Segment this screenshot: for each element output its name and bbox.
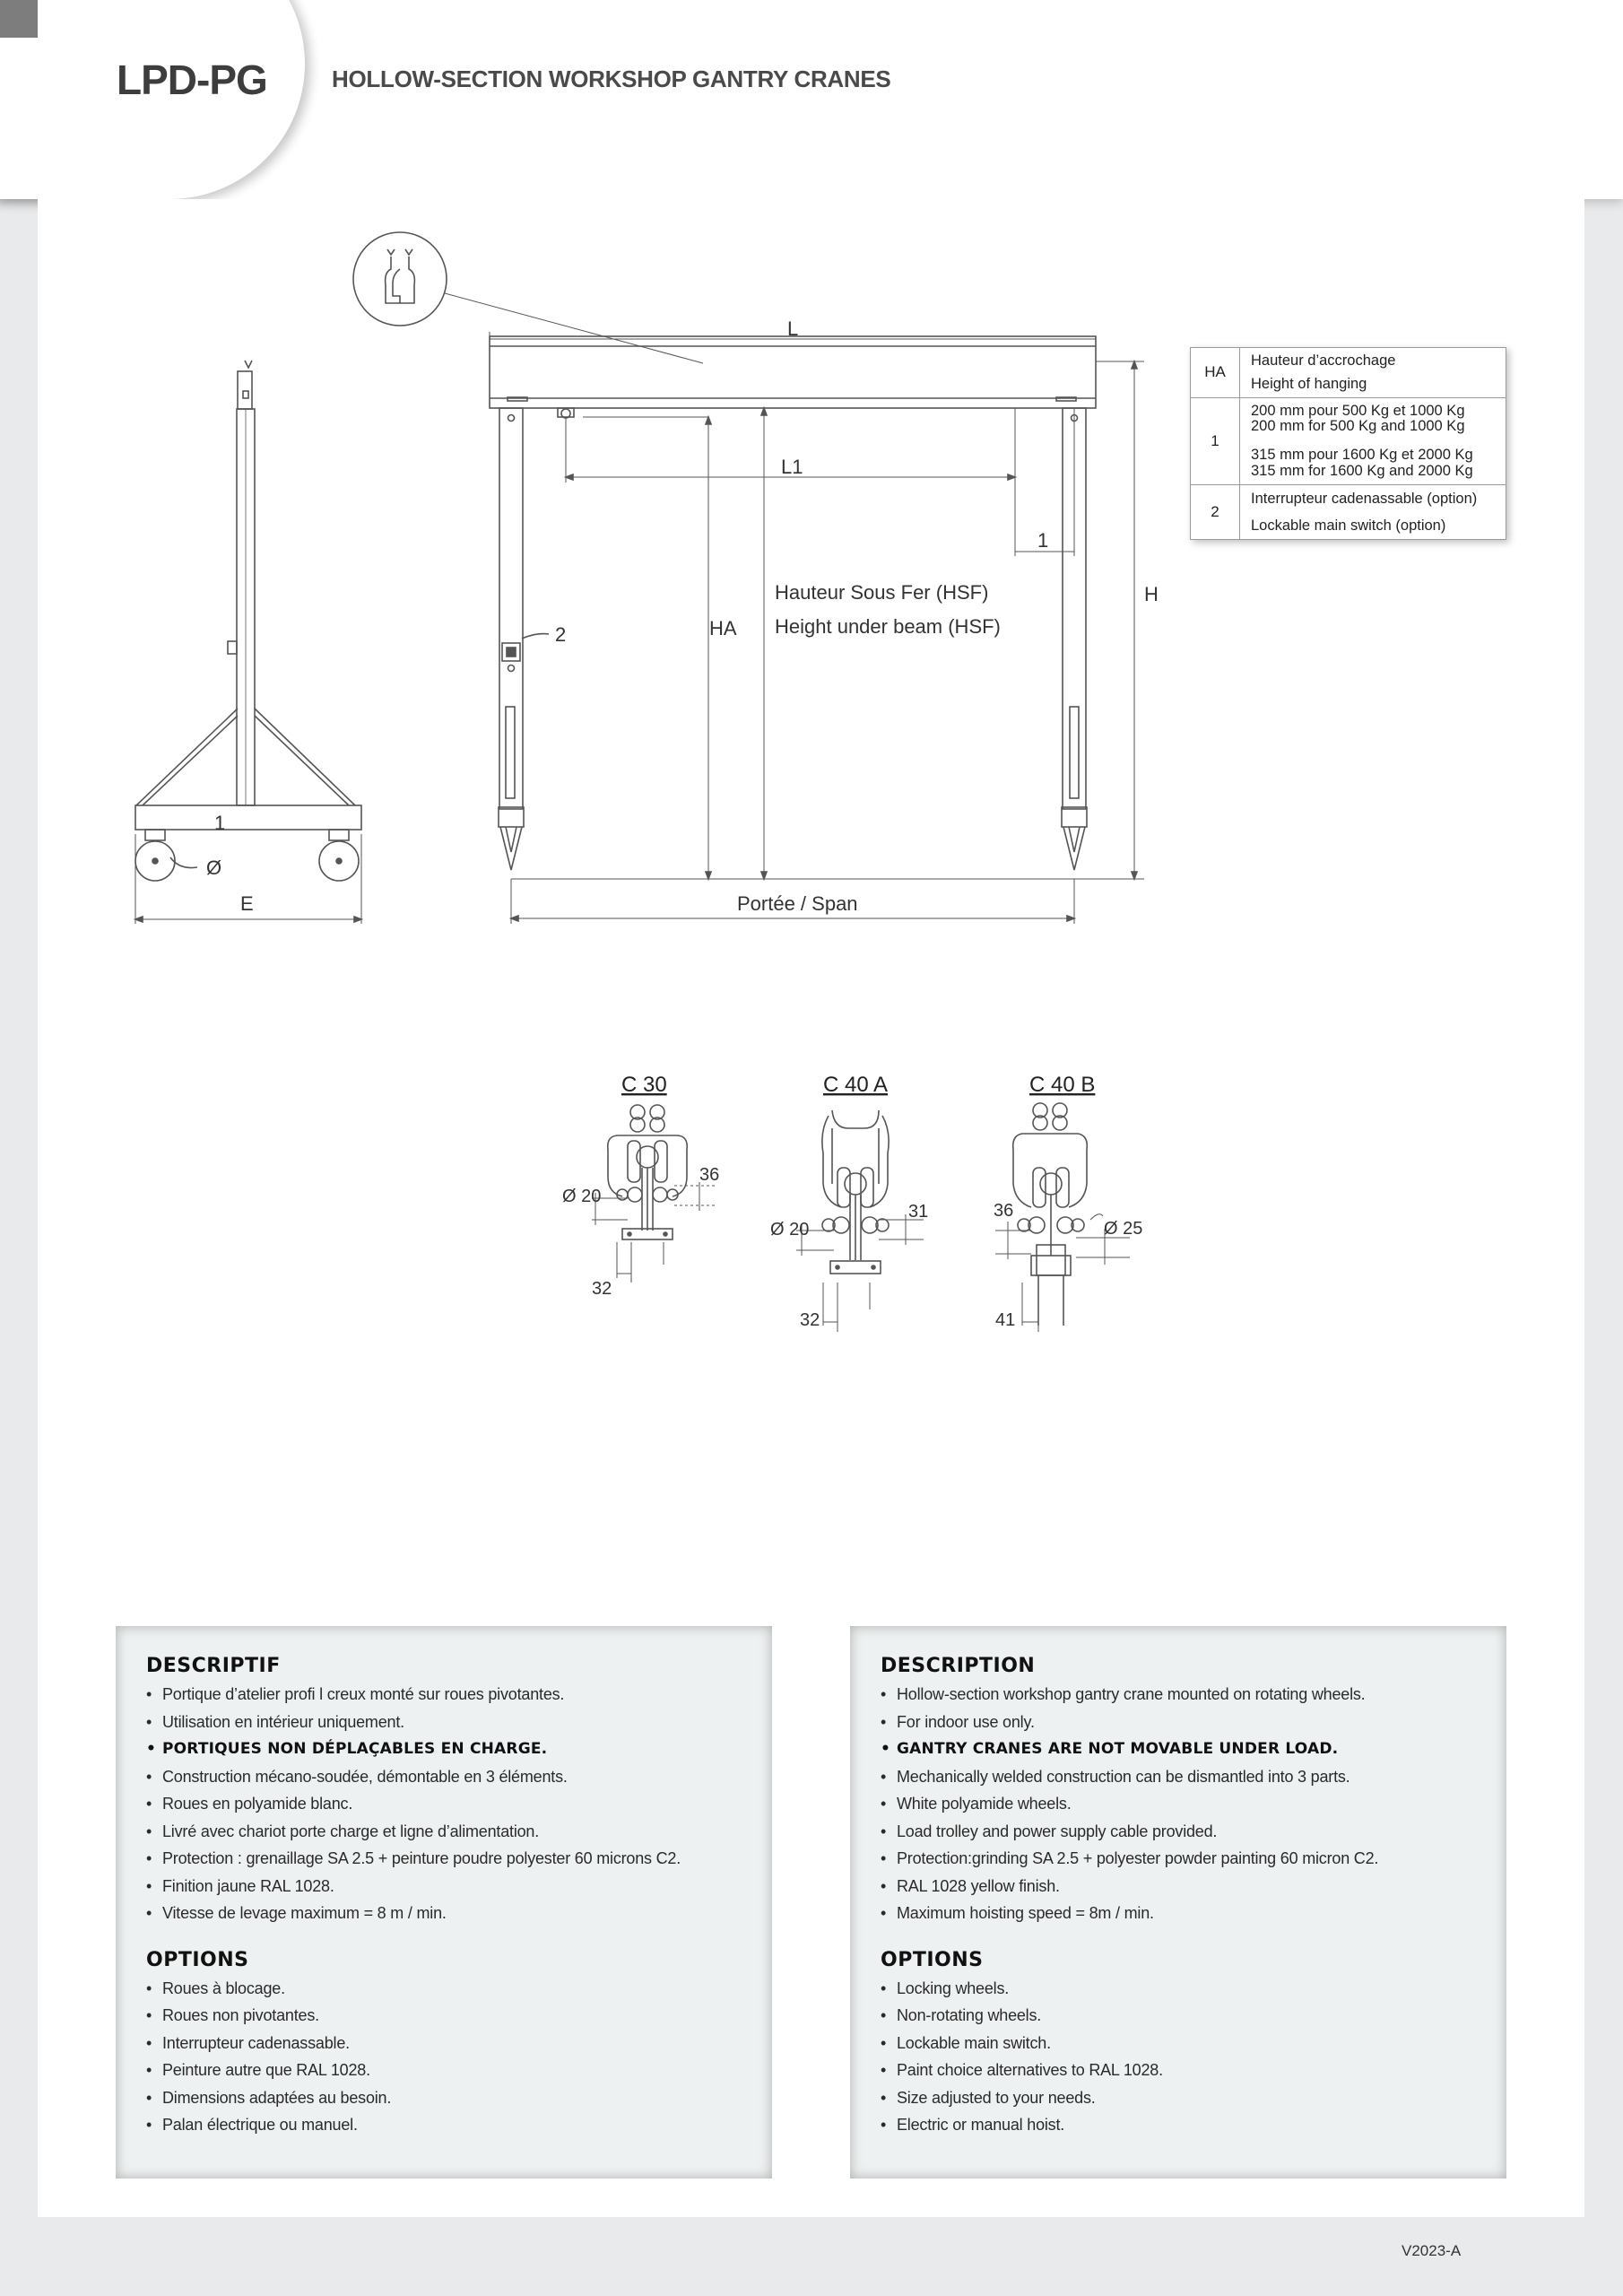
product-code: LPD-PG xyxy=(117,57,267,103)
list-item: • Load trolley and power supply cable provided. xyxy=(881,1818,1480,1846)
list-item: • Maximum hoisting speed = 8m / min. xyxy=(881,1900,1480,1927)
dim-label-phi: Ø xyxy=(206,857,222,879)
list-item: • Peinture autre que RAL 1028. xyxy=(146,2057,745,2084)
dim-label-l1: L1 xyxy=(781,456,803,478)
dim-label-1-side: 1 xyxy=(214,812,226,834)
descriptif-title: DESCRIPTIF xyxy=(146,1655,281,1677)
legend-text: Lockable main switch (option) xyxy=(1251,517,1446,534)
list-item: • Interrupteur cadenassable. xyxy=(146,2030,745,2057)
profile-title-c40b: C 40 B xyxy=(1029,1073,1096,1097)
profile-c30 xyxy=(592,1105,720,1283)
list-item: • Roues en polyamide blanc. xyxy=(146,1790,745,1818)
legend-key: HA xyxy=(1191,348,1240,398)
dim-label-h: H xyxy=(1144,583,1159,605)
list-item: • Protection : grenaillage SA 2.5 + peinture poudre polyester 60 microns C2. xyxy=(146,1845,745,1873)
dim-label-1-front: 1 xyxy=(1037,529,1049,552)
list-item: • Utilisation en intérieur uniquement. xyxy=(146,1709,745,1736)
options-title-en: OPTIONS xyxy=(881,1948,984,1971)
list-item: • Mechanically welded construction can be dismantled into 3 parts. xyxy=(881,1763,1480,1791)
legend-table xyxy=(1190,347,1506,540)
list-item: • Paint choice alternatives to RAL 1028. xyxy=(881,2057,1480,2084)
c40b-dim-41: 41 xyxy=(995,1310,1016,1330)
legend-row-1 xyxy=(1191,397,1506,484)
list-item: • Electric or manual hoist. xyxy=(881,2111,1480,2139)
c40a-dim-32: 32 xyxy=(800,1310,820,1330)
list-item: • Portique d’atelier profi l creux monté sur roues pivotantes. xyxy=(146,1681,745,1709)
options-title-fr: OPTIONS xyxy=(146,1948,249,1971)
list-item: • White polyamide wheels. xyxy=(881,1790,1480,1818)
c30-dim-32: 32 xyxy=(592,1279,612,1299)
description-list xyxy=(881,1681,1480,1927)
legend-key: 2 xyxy=(1191,484,1240,539)
c30-dim-diameter: Ø 20 xyxy=(562,1187,602,1206)
dim-label-hsf-en: Height under beam (HSF) xyxy=(775,615,1001,638)
list-item: • Construction mécano-soudée, démontable en 3 éléments. xyxy=(146,1763,745,1791)
c40b-dim-diameter: Ø 25 xyxy=(1104,1219,1143,1239)
options-list-fr xyxy=(146,1975,745,2139)
list-item: • Non-rotating wheels. xyxy=(881,2002,1480,2030)
page-title: HOLLOW-SECTION WORKSHOP GANTRY CRANES xyxy=(332,65,891,92)
legend-key: 1 xyxy=(1191,397,1240,484)
list-item: • RAL 1028 yellow finish. xyxy=(881,1873,1480,1900)
descriptif-list xyxy=(146,1681,745,1927)
profile-title-c30: C 30 xyxy=(621,1073,667,1097)
dim-label-hsf-fr: Hauteur Sous Fer (HSF) xyxy=(775,581,989,604)
legend-text: Interrupteur cadenassable (option) xyxy=(1251,490,1478,507)
legend-text: 200 mm for 500 Kg and 1000 Kg xyxy=(1251,418,1465,435)
list-item: • Lockable main switch. xyxy=(881,2030,1480,2057)
profile-c40a xyxy=(796,1110,924,1332)
c40a-dim-diameter: Ø 20 xyxy=(770,1220,810,1239)
list-item: • For indoor use only. xyxy=(881,1709,1480,1736)
list-item: • Roues non pivotantes. xyxy=(146,2002,745,2030)
version-label: V2023-A xyxy=(1402,2242,1462,2259)
dim-label-l: L xyxy=(787,317,799,340)
description-title: DESCRIPTION xyxy=(881,1655,1036,1677)
front-view xyxy=(353,232,1144,924)
legend-row-ha xyxy=(1191,348,1506,398)
legend-text: Hauteur d’accrochage xyxy=(1251,352,1396,369)
legend-text: 315 mm for 1600 Kg and 2000 Kg xyxy=(1251,463,1473,480)
list-item: • Livré avec chariot porte charge et ligne d’alimentation. xyxy=(146,1818,745,1846)
legend-row-2 xyxy=(1191,484,1506,539)
profile-c40b xyxy=(995,1103,1130,1332)
list-item-warning: • GANTRY CRANES ARE NOT MOVABLE UNDER LOAD. xyxy=(881,1735,1480,1763)
list-item: • Hollow-section workshop gantry crane mounted on rotating wheels. xyxy=(881,1681,1480,1709)
list-item: • Size adjusted to your needs. xyxy=(881,2084,1480,2112)
legend-text: 200 mm pour 500 Kg et 1000 Kg xyxy=(1251,402,1465,419)
list-item: • Finition jaune RAL 1028. xyxy=(146,1873,745,1900)
dim-label-ha: HA xyxy=(709,617,737,639)
list-item-warning: • PORTIQUES NON DÉPLAÇABLES EN CHARGE. xyxy=(146,1735,745,1763)
list-item: • Dimensions adaptées au besoin. xyxy=(146,2084,745,2112)
options-list-en xyxy=(881,1975,1480,2139)
c40a-dim-31: 31 xyxy=(908,1202,929,1222)
legend-text: Height of hanging xyxy=(1251,375,1367,392)
profile-title-c40a: C 40 A xyxy=(823,1073,889,1097)
list-item: • Roues à blocage. xyxy=(146,1975,745,2003)
list-item: • Protection:grinding SA 2.5 + polyester powder painting 60 micron C2. xyxy=(881,1845,1480,1873)
dim-label-span: Portée / Span xyxy=(737,892,858,915)
description-box xyxy=(850,1626,1506,2179)
c40b-dim-36: 36 xyxy=(994,1201,1014,1221)
dim-label-e: E xyxy=(240,892,254,915)
c30-dim-36: 36 xyxy=(699,1165,720,1185)
side-view xyxy=(135,361,361,924)
list-item: • Palan électrique ou manuel. xyxy=(146,2111,745,2139)
list-item: • Vitesse de levage maximum = 8 m / min. xyxy=(146,1900,745,1927)
callout-label-2: 2 xyxy=(555,623,567,646)
list-item: • Locking wheels. xyxy=(881,1975,1480,2003)
descriptif-box xyxy=(116,1626,772,2179)
legend-text: 315 mm pour 1600 Kg et 2000 Kg xyxy=(1251,447,1473,464)
